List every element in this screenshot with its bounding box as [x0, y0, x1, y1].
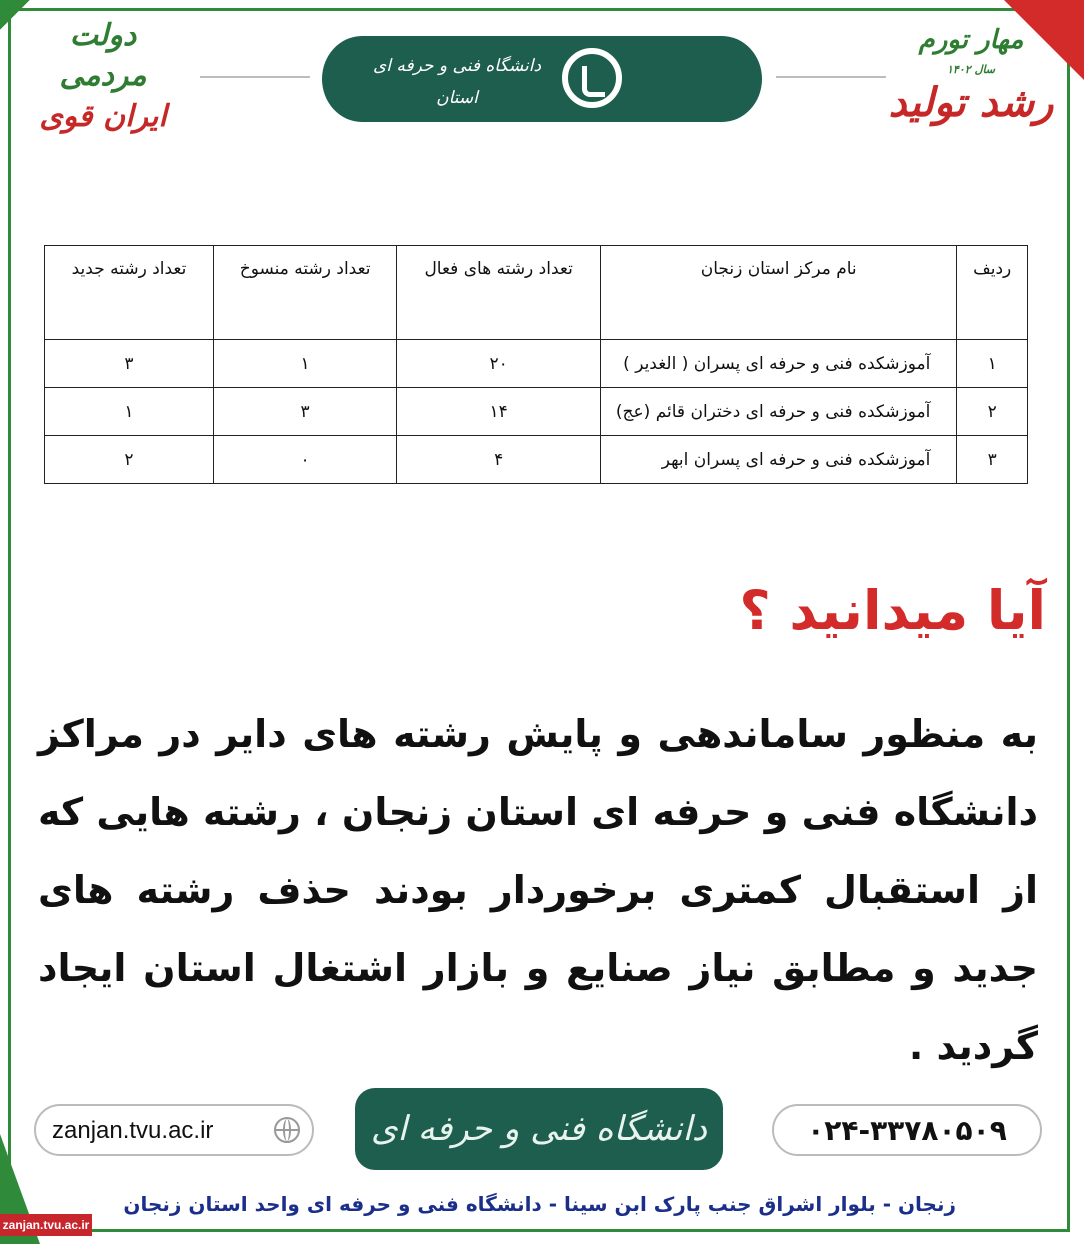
address-text: زنجان - بلوار اشراق جنب پارک ابن سینا - دانشگاه فنی و حرفه ای واحد استان زنجان [123, 1192, 956, 1216]
header-row-number: ردیف [957, 246, 1028, 340]
slogan-right-year: سال ۱۴۰۲ [946, 63, 996, 76]
cell-new: ۱ [45, 388, 214, 436]
table-header-row [45, 246, 1028, 340]
website-pill [34, 1104, 314, 1156]
header-active-fields: تعداد رشته های فعال [397, 246, 601, 340]
header-obsolete-fields: تعداد رشته منسوخ [213, 246, 396, 340]
cell-obsolete: ۳ [213, 388, 396, 436]
phone-pill [772, 1104, 1042, 1156]
logo-line2: زنجان [436, 120, 478, 140]
cell-active: ۲۰ [397, 340, 601, 388]
cell-row-number: ۲ [957, 388, 1028, 436]
slogan-left-line2: ایران قوی [39, 99, 167, 134]
university-logo-banner [322, 36, 762, 140]
did-you-know-heading: آیا میدانید ؟ [739, 579, 1046, 642]
field-stats-table [44, 245, 1028, 484]
header-new-fields: تعداد رشته جدید [45, 246, 214, 340]
logo-text [362, 50, 552, 146]
slogan-left-line1: دولت مردمی [59, 18, 147, 93]
cell-center-name: آموزشکده فنی و حرفه ای پسران ( الغدیر ) [601, 340, 957, 388]
cell-row-number: ۳ [957, 436, 1028, 484]
cell-obsolete: ۱ [213, 340, 396, 388]
header-divider-right [776, 76, 886, 78]
website-link[interactable]: zanjan.tvu.ac.ir [52, 1117, 214, 1144]
cell-active: ۴ [397, 436, 601, 484]
slogan-right [886, 22, 1056, 152]
header-center-name: نام مرکز استان زنجان [601, 246, 957, 340]
cell-obsolete: ۰ [213, 436, 396, 484]
header-divider-left [200, 76, 310, 78]
slogan-left [28, 16, 178, 136]
table-row [45, 388, 1028, 436]
table-row [45, 340, 1028, 388]
announcement-paragraph: به منظور ساماندهی و پایش رشته های دایر در مراکز دانشگاه فنی و حرفه ای استان زنجان ، رشته هایی که از استقبال کمتری برخوردار بودند حذف رشته های جدید و مطابق نیاز صنایع و بازار اشتغال استان ایجاد گردید . [38, 712, 1038, 1068]
footer-logo-banner: دانشگاه فنی و حرفه ای [355, 1088, 723, 1170]
cell-row-number: ۱ [957, 340, 1028, 388]
cell-center-name: آموزشکده فنی و حرفه ای دختران قائم (عج) [601, 388, 957, 436]
table-row [45, 436, 1028, 484]
logo-line1: دانشگاه فنی و حرفه ای استان [372, 56, 542, 108]
university-logo-icon [562, 48, 622, 108]
site-watermark: zanjan.tvu.ac.ir [0, 1214, 92, 1236]
slogan-right-line1: مهار تورم [918, 25, 1024, 55]
cell-center-name: آموزشکده فنی و حرفه ای پسران ابهر [601, 436, 957, 484]
cell-new: ۲ [45, 436, 214, 484]
slogan-right-line2: رشد تولید [888, 79, 1054, 126]
phone-number: ۰۲۴-۳۳۷۸۰۵۰۹ [807, 1114, 1007, 1147]
cell-new: ۳ [45, 340, 214, 388]
globe-icon [274, 1117, 300, 1143]
cell-active: ۱۴ [397, 388, 601, 436]
